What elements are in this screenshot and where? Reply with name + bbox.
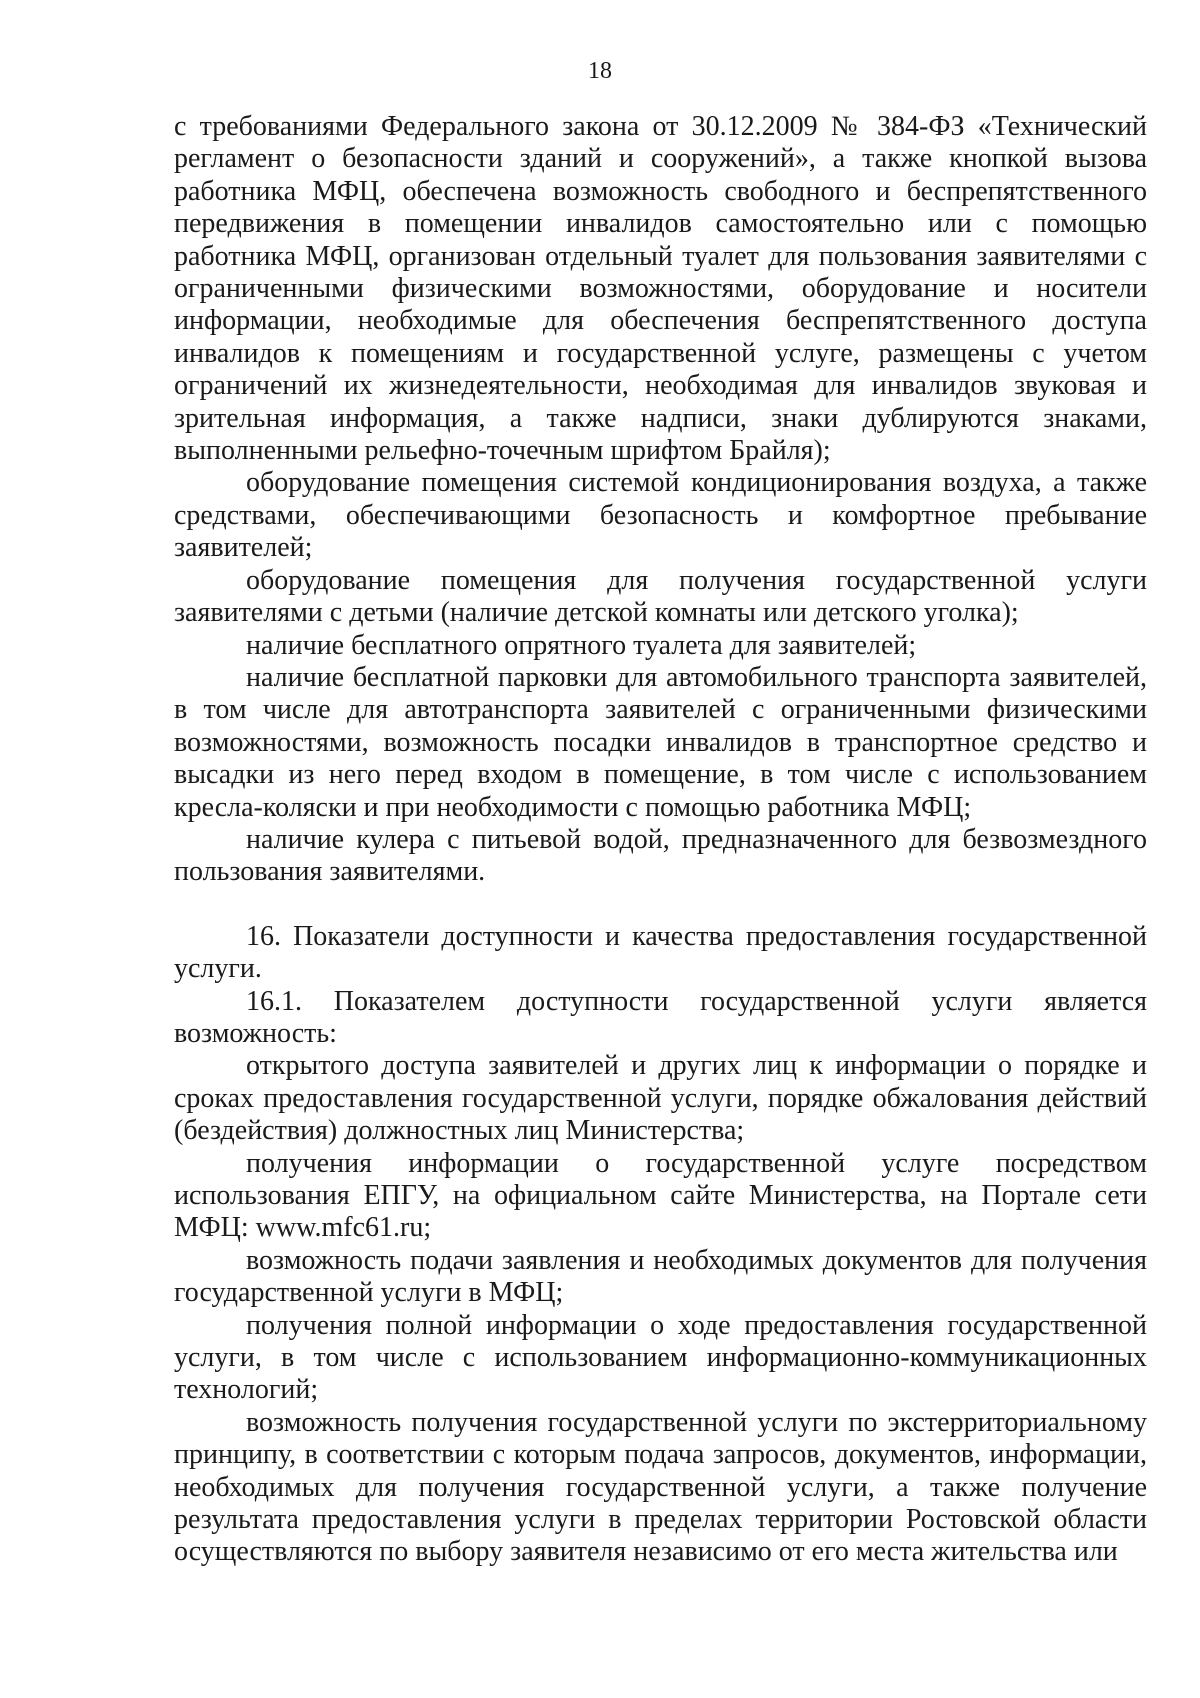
subsection-16-1: 16.1. Показателем доступности государственной услуги является возможность: [174, 985, 1147, 1049]
paragraph-submit-mfc: возможность подачи заявления и необходимых документов для получения государственной услуги в МФЦ; [174, 1244, 1147, 1309]
paragraph-free-parking: наличие бесплатной парковки для автомобильного транспорта заявителей, в том числе для автотранспорта заявителей с ограниченными физическими возможностями, возможность посадки инвалидов в транспортное средство и высадки из него перед входом в помещение, в том числе с использованием кресла-коляски и при необходимости с помощью работника МФЦ; [174, 661, 1147, 823]
paragraph-info-epgu: получения информации о государственной услуге посредством использования ЕПГУ, на официальном сайте Министерства, на Портале сети МФЦ: www.mfc61.ru; [174, 1147, 1147, 1244]
page-number: 18 [588, 58, 612, 84]
paragraph-water-cooler: наличие кулера с питьевой водой, предназначенного для безвозмездного пользования заявителями. [174, 823, 1147, 888]
paragraph-progress-info: получения полной информации о ходе предоставления государственной услуги, в том числе с использованием информационно-коммуникационных технологий; [174, 1309, 1147, 1406]
section-heading-16: 16. Показатели доступности и качества предоставления государственной услуги. [174, 920, 1147, 985]
paragraph-free-toilet: наличие бесплатного опрятного туалета для заявителей; [246, 629, 917, 661]
paragraph-extraterritorial: возможность получения государственной услуги по экстерриториальному принципу, в соответствии с которым подача запросов, документов, информации, необходимых для получения государственной услуги, а также получение результата предоставления услуги в пределах территории Ростовской области осуществляются по выбору заявителя независимо от его места жительства или [174, 1406, 1147, 1568]
section-spacer [174, 889, 1147, 921]
paragraph-accessibility-equipment: с требованиями Федерального закона от 30.12.2009 № 384-ФЗ «Технический регламент о безопасности зданий и сооружений», а также кнопкой вызова работника МФЦ, обеспечена возможность свободного и беспрепятственного передвижения в помещении инвалидов самостоятельно или с помощью работника МФЦ, организован отдельный туалет для пользования заявителями с ограниченными физическими возможностями, оборудование и носители информации, необходимые для обеспечения беспрепятственного доступа инвалидов к помещениям и государственной услуге, размещены с учетом ограничений их жизнедеятельности, необходимая для инвалидов звуковая и зрительная информация, а также надписи, знаки дублируются знаками, выполненными рельефно-точечным шрифтом Брайля); [174, 111, 1147, 467]
paragraph-air-conditioning: оборудование помещения системой кондиционирования воздуха, а также средствами, обеспечивающими безопасность и комфортное пребывание заявителей; [174, 467, 1147, 564]
paragraph-open-access: открытого доступа заявителей и других лиц к информации о порядке и сроках предоставления государственной услуги, порядке обжалования действий (бездействия) должностных лиц Министерства; [174, 1050, 1147, 1147]
paragraph-children-room: оборудование помещения для получения государственной услуги заявителями с детьми (наличие детской комнаты или детского уголка); [174, 564, 1147, 629]
document-body [174, 111, 1147, 1569]
